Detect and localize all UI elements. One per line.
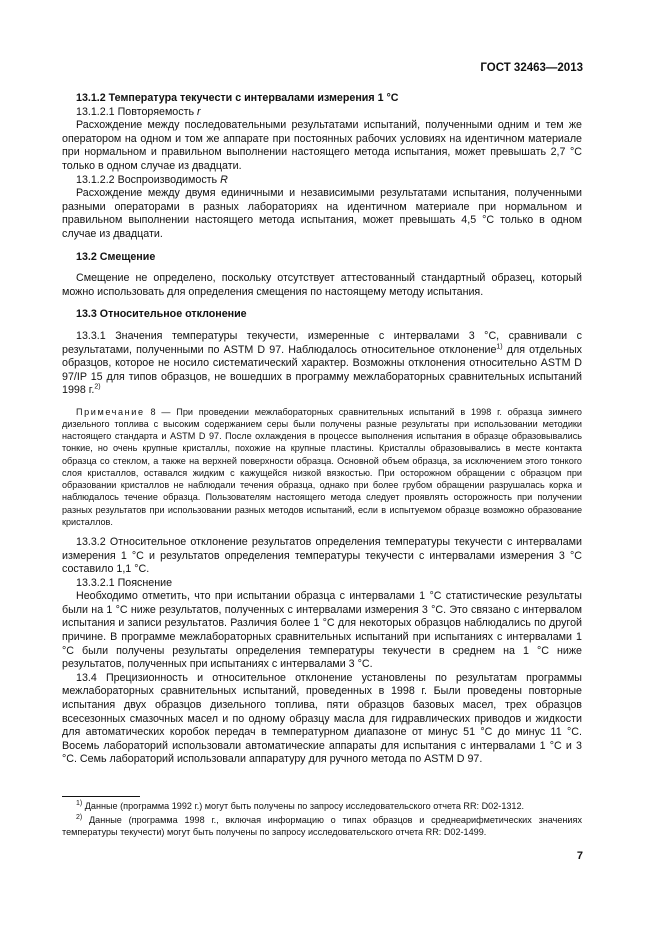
reproducibility-paragraph: Расхождение между двумя единичными и независимыми результатами испытания, полученными разными операторами в разных лабораториях на идентичном материале при нормальном и правильном выполнении настоящего метода испытания, может превышать 4,5 °С только в одном случае из двадцати.	[62, 187, 582, 240]
footnote-ref-2[interactable]: 2)	[94, 383, 101, 391]
footnote-mark: 2)	[76, 814, 83, 822]
paragraph-text: 13.3.1 Значения температуры текучести, измеренные с интервалами 3 °С, сравнивали с результатами, полученными по ASTM D 97. Наблюдалось относительное отклонение	[62, 329, 582, 356]
footnote-mark: 1)	[76, 799, 83, 807]
note-text: 8 — При проведении межлабораторных сравнительных испытаний в 1998 г. образца зимнего дизельного топлива с высоким содержанием серы были получены разные результаты при использовании методики настоящего стандарта и ASTM D 97. После охлаждения в процессе выполнения испытания в образце образовывались тонкие, но очень крупные кристаллы, похожие на крупные пластины. Кристаллы образовывались в месте контакта образца со стеклом, а также на верхней поверхности образца. Основной объем образца, за исключением этого тонкого слоя кристаллов, оставался жидким с кажущейся низкой вязкостью. При осторожном обращении с образцом при образовании кристаллов не наблюдали течения образца, однако при более грубом обращении разрушалась корка и наблюдалось течение образца. Пользователям настоящего метода следует проявлять осторожность при получении разных результатов при использовании разных методов испытаний, если в испытуемом образце возможно образование кристаллов.	[62, 406, 582, 527]
heading-13-3: 13.3 Относительное отклонение	[76, 308, 247, 321]
subheading-13-3-2-1: 13.3.2.1 Пояснение	[76, 576, 173, 589]
footnote-1	[62, 800, 582, 812]
repeatability-paragraph: Расхождение между последовательными результатами испытаний, полученными одним и тем же оператором на одном и том же аппарате при постоянных рабочих условиях на идентичном материале при нормальном и правильном выполнении настоящего метода испытания, может превышать 2,7 °С только в одном случае из двадцати.	[62, 119, 582, 172]
footnote-text: Данные (программа 1998 г., включая информацию о типах образцов и среднеарифметических значениях температуры текучести) могут быть получены по запросу исследовательского отчета RR: D02-1499.	[62, 815, 582, 838]
document-body	[62, 92, 582, 767]
subheading-13-1-2-2	[62, 174, 582, 188]
bias-paragraph: Смещение не определено, поскольку отсутствует аттестованный стандартный образец, который можно использовать для определения смещения по настоящему методу испытания.	[62, 272, 582, 298]
paragraph-13-3-2: 13.3.2 Относительное отклонение результатов определения температуры текучести с интервалами измерения 1 °С и результатов определения температуры текучести с интервалами измерения 3 °С составило 1,1 °С.	[62, 535, 582, 576]
subheading-text: 13.1.2.2 Воспроизводимость	[76, 173, 221, 186]
footnote-2	[62, 814, 582, 838]
symbol-r: r	[197, 105, 201, 118]
subheading-13-1-2-1	[62, 106, 582, 120]
subheading-text: 13.1.2.1 Повторяемость	[76, 105, 198, 118]
footnote-ref-1[interactable]: 1)	[496, 342, 503, 350]
note-8	[62, 406, 582, 528]
heading-13-2: 13.2 Смещение	[76, 250, 156, 263]
footnotes	[62, 800, 582, 841]
paragraph-text: для отдельных образцов, которое не носило систематический характер. Возможны отклонения относительно ASTM D 97/IP 15 для типов образцов, не вошедших в программу межлабораторных сравнительных испытаний 1998 г.	[62, 343, 582, 397]
footnote-text: Данные (программа 1992 г.) могут быть получены по запросу исследовательского отчета RR: D02-1312.	[82, 801, 525, 811]
paragraph-13-3-1	[62, 330, 582, 398]
document-code: ГОСТ 32463—2013	[480, 62, 583, 74]
note-label: Примечание	[76, 406, 145, 417]
footnote-divider	[62, 796, 140, 797]
paragraph-13-4: 13.4 Прецизионность и относительное отклонение установлены по результатам программы межлабораторных сравнительных испытаний, проведенных в 1998 г. Были проведены повторные испытания двух образцов дизельного топлива, пяти образцов базовых масел, трех образцов всесезонных смазочных масел и по одному образцу масла для гидравлических приводов и жидкости для автоматических коробок передач в температурном диапазоне от минус 51 °С до минус 11 °С. Восемь лабораторий использовали автоматические аппараты для испытания с интервалами 1 °С и 3 °С. Семь лабораторий использовали аппаратуру для ручного метода по ASTM D 97.	[62, 671, 582, 766]
symbol-R: R	[220, 173, 228, 186]
heading-13-1-2: 13.1.2 Температура текучести с интервалами измерения 1 °С	[76, 92, 399, 104]
page-number: 7	[576, 850, 583, 862]
explanation-paragraph: Необходимо отметить, что при испытании образца с интервалами 1 °С статистические результаты были на 1 °С ниже результатов, полученных с интервалами измерения 3 °С. Это связано с интервалом испытания и записи результатов. Различия более 1 °С для некоторых образцов наблюдались по другой причине. В программе межлабораторных сравнительных испытаний при испытаниях с интервалами 1 °С были получены результаты определения температуры текучести в среднем на 1 °С ниже результатов, полученных при испытаниях с интервалами 3 °С.	[62, 590, 582, 671]
